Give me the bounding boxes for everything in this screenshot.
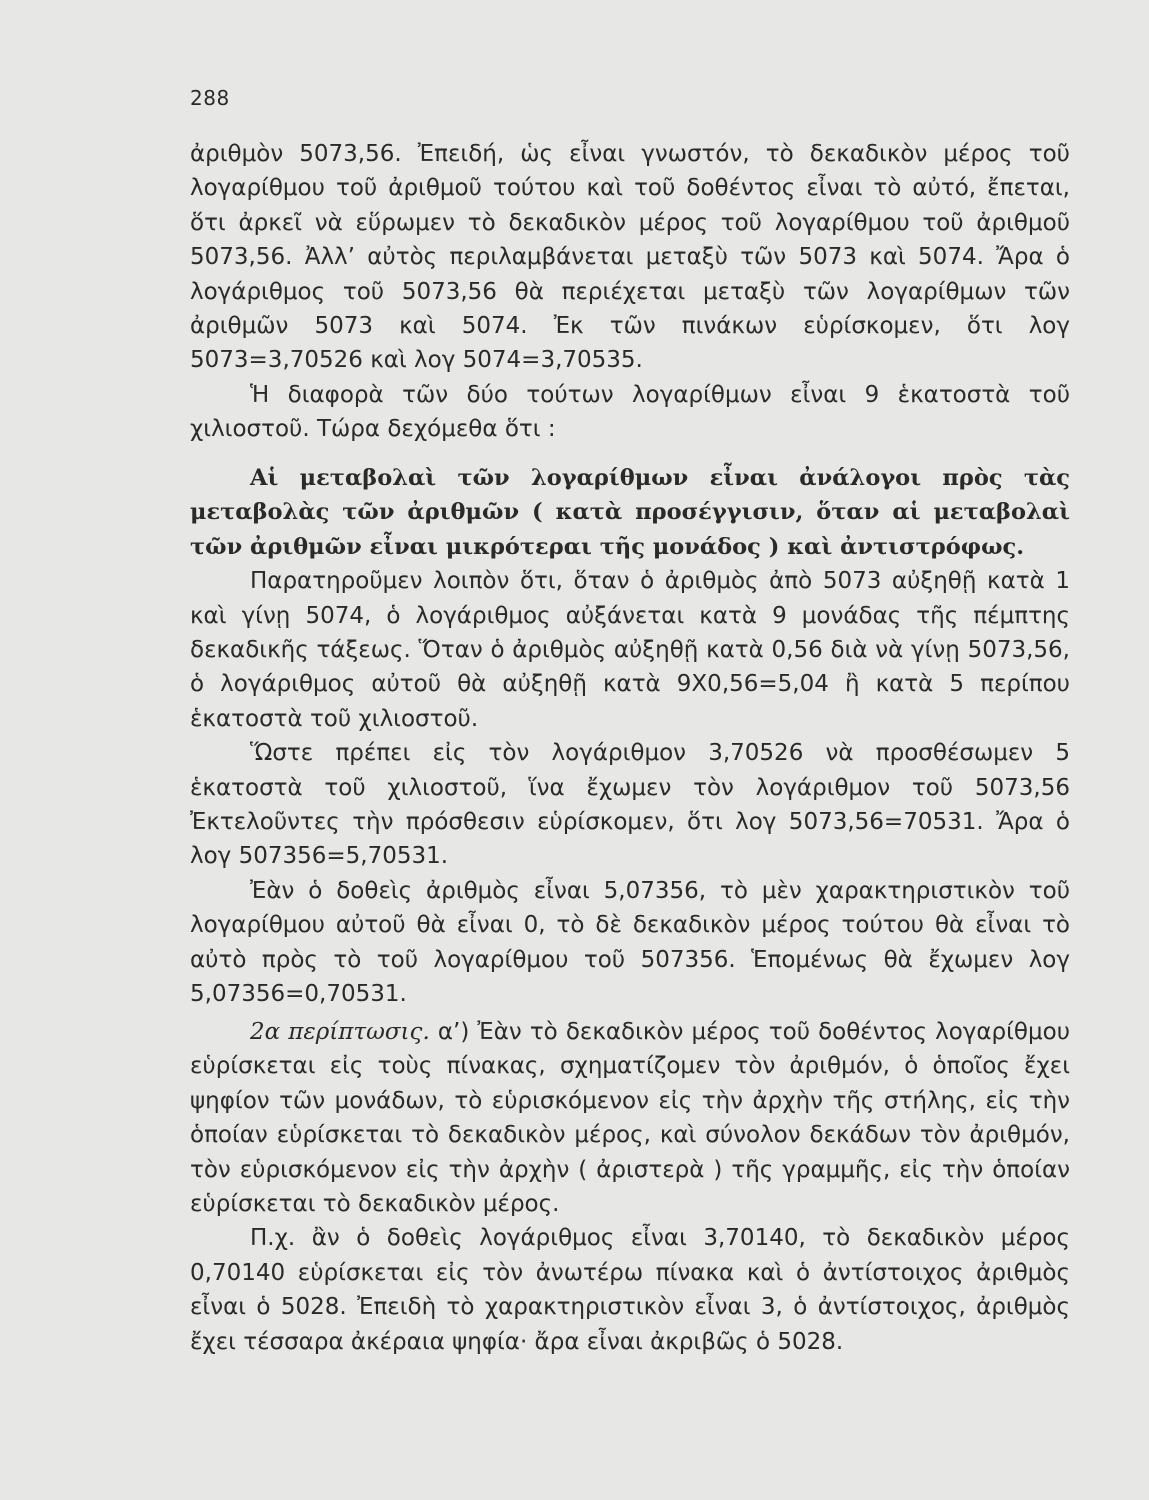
case-2-text: α’) Ἐὰν τὸ δεκαδικὸν μέρος τοῦ δοθέντος λογαρίθμου εὑρίσκεται εἰς τοὺς πίνακας, σχηματίζομεν τὸν ἀριθμόν, ὁ ὁποῖος ἔχει ψηφίον τῶν μονάδων, τὸ εὑρισκόμενον εἰς τὴν ἀρχὴν τῆς στήλης, εἰς τὴν ὁποίαν εὑρίσκεται τὸ δεκαδικὸν μέρος, καὶ σύνολον δεκάδων τὸν ἀριθμόν, τὸν εὑρισκόμενον εἰς τὴν ἀρχὴν ( ἀριστερὰ ) τῆς γραμμῆς, εἰς τὴν ὁποίαν εὑρίσκεται τὸ δεκαδικὸν μέρος. <box>190 1019 1071 1218</box>
paragraph-observation: Παρατηροῦμεν λοιπὸν ὅτι, ὅταν ὁ ἀριθμὸς ἀπὸ 5073 αὐξηθῇ κατὰ 1 καὶ γίνῃ 5074, ὁ λογάριθμος αὐξάνεται κατὰ 9 μονάδας τῆς πέμπτης δεκαδικῆς τάξεως. Ὅταν ὁ ἀριθμὸς αὐξηθῇ κατὰ 0,56 διὰ νὰ γίνῃ 5073,56, ὁ λογάριθμος αὐτοῦ θὰ αὐξηθῇ κατὰ 9Χ0,56=5,04 ἢ κατὰ 5 περίπου ἑκατοστὰ τοῦ χιλιοστοῦ. <box>190 568 1070 732</box>
paragraph-continuation: ἀριθμὸν 5073,56. Ἐπειδή, ὡς εἶναι γνωστόν, τὸ δεκαδικὸν μέρος τοῦ λογαρίθμου τοῦ ἀριθμοῦ τούτου καὶ τοῦ δοθέντος εἶναι τὸ αὐτό, ἔπεται, ὅτι ἀρκεῖ νὰ εὕρωμεν τὸ δεκαδικὸν μέρος τοῦ λογαρίθμου τοῦ ἀριθμοῦ 5073,56. Ἀλλ’ αὐτὸς περιλαμβάνεται μεταξὺ τῶν 5073 καὶ 5074. Ἄρα ὁ λογάριθμος τοῦ 5073,56 θὰ περιέχεται μεταξὺ τῶν λογαρίθμων τῶν ἀριθμῶν 5073 καὶ 5074. Ἐκ τῶν πινάκων εὑρίσκομεν, ὅτι λογ 5073=3,70526 καὶ λογ 5074=3,70535. <box>190 141 1070 374</box>
paragraph-fraction-number: Ἐὰν ὁ δοθεὶς ἀριθμὸς εἶναι 5,07356, τὸ μὲν χαρακτηριστικὸν τοῦ λογαρίθμου αὐτοῦ θὰ εἶναι 0, τὸ δὲ δεκαδικὸν μέρος τούτου θὰ εἶναι τὸ αὐτὸ πρὸς τὸ τοῦ λογαρίθμου τοῦ 507356. Ἑπομένως θὰ ἔχωμεν λογ 5,07356=0,70531. <box>190 877 1070 1008</box>
paragraph-difference: Ἡ διαφορὰ τῶν δύο τούτων λογαρίθμων εἶναι 9 ἑκατοστὰ τοῦ χιλιοστοῦ. Τώρα δεχόμεθα ὅτι : <box>190 381 1070 443</box>
text-block-top <box>190 137 1070 447</box>
paragraph-example: Π.χ. ἂν ὁ δοθεὶς λογάριθμος εἶναι 3,70140, τὸ δεκαδικὸν μέρος 0,70140 εὑρίσκεται εἰς τὸν ἀνωτέρω πίνακα καὶ ὁ ἀντίστοιχος ἀριθμὸς εἶναι ὁ 5028. Ἐπειδὴ τὸ χαρακτηριστικὸν εἶναι 3, ὁ ἀντίστοιχος, ἀριθμὸς ἔχει τέσσαρα ἀκέραια ψηφία· ἄρα εἶναι ἀκριβῶς ὁ 5028. <box>190 1225 1070 1355</box>
text-block-bottom <box>190 1015 1070 1359</box>
case-2-label: 2α περίπτωσις. <box>250 1019 430 1045</box>
page-number: 288 <box>190 86 230 110</box>
paragraph-addition: Ὥστε πρέπει εἰς τὸν λογάριθμον 3,70526 νὰ προσθέσωμεν 5 ἑκατοστὰ τοῦ χιλιοστοῦ, ἵνα ἔχωμεν τὸν λογάριθμον τοῦ 5073,56 Ἐκτελοῦντες τὴν πρόσθεσιν εὑρίσκομεν, ὅτι λογ 5073,56=70531. Ἄρα ὁ λογ 507356=5,70531. <box>190 740 1070 870</box>
text-block-middle <box>190 461 1070 1012</box>
rule-statement: Αἱ μεταβολαὶ τῶν λογαρίθμων εἶναι ἀνάλογοι πρὸς τὰς μεταβολὰς τῶν ἀριθμῶν ( κατὰ προσέγγισιν, ὅταν αἱ μεταβολαὶ τῶν ἀριθμῶν εἶναι μικρότεραι τῆς μονάδος ) καὶ ἀντιστρόφως. <box>190 465 1070 560</box>
paragraph-case-2 <box>190 1015 1070 1221</box>
